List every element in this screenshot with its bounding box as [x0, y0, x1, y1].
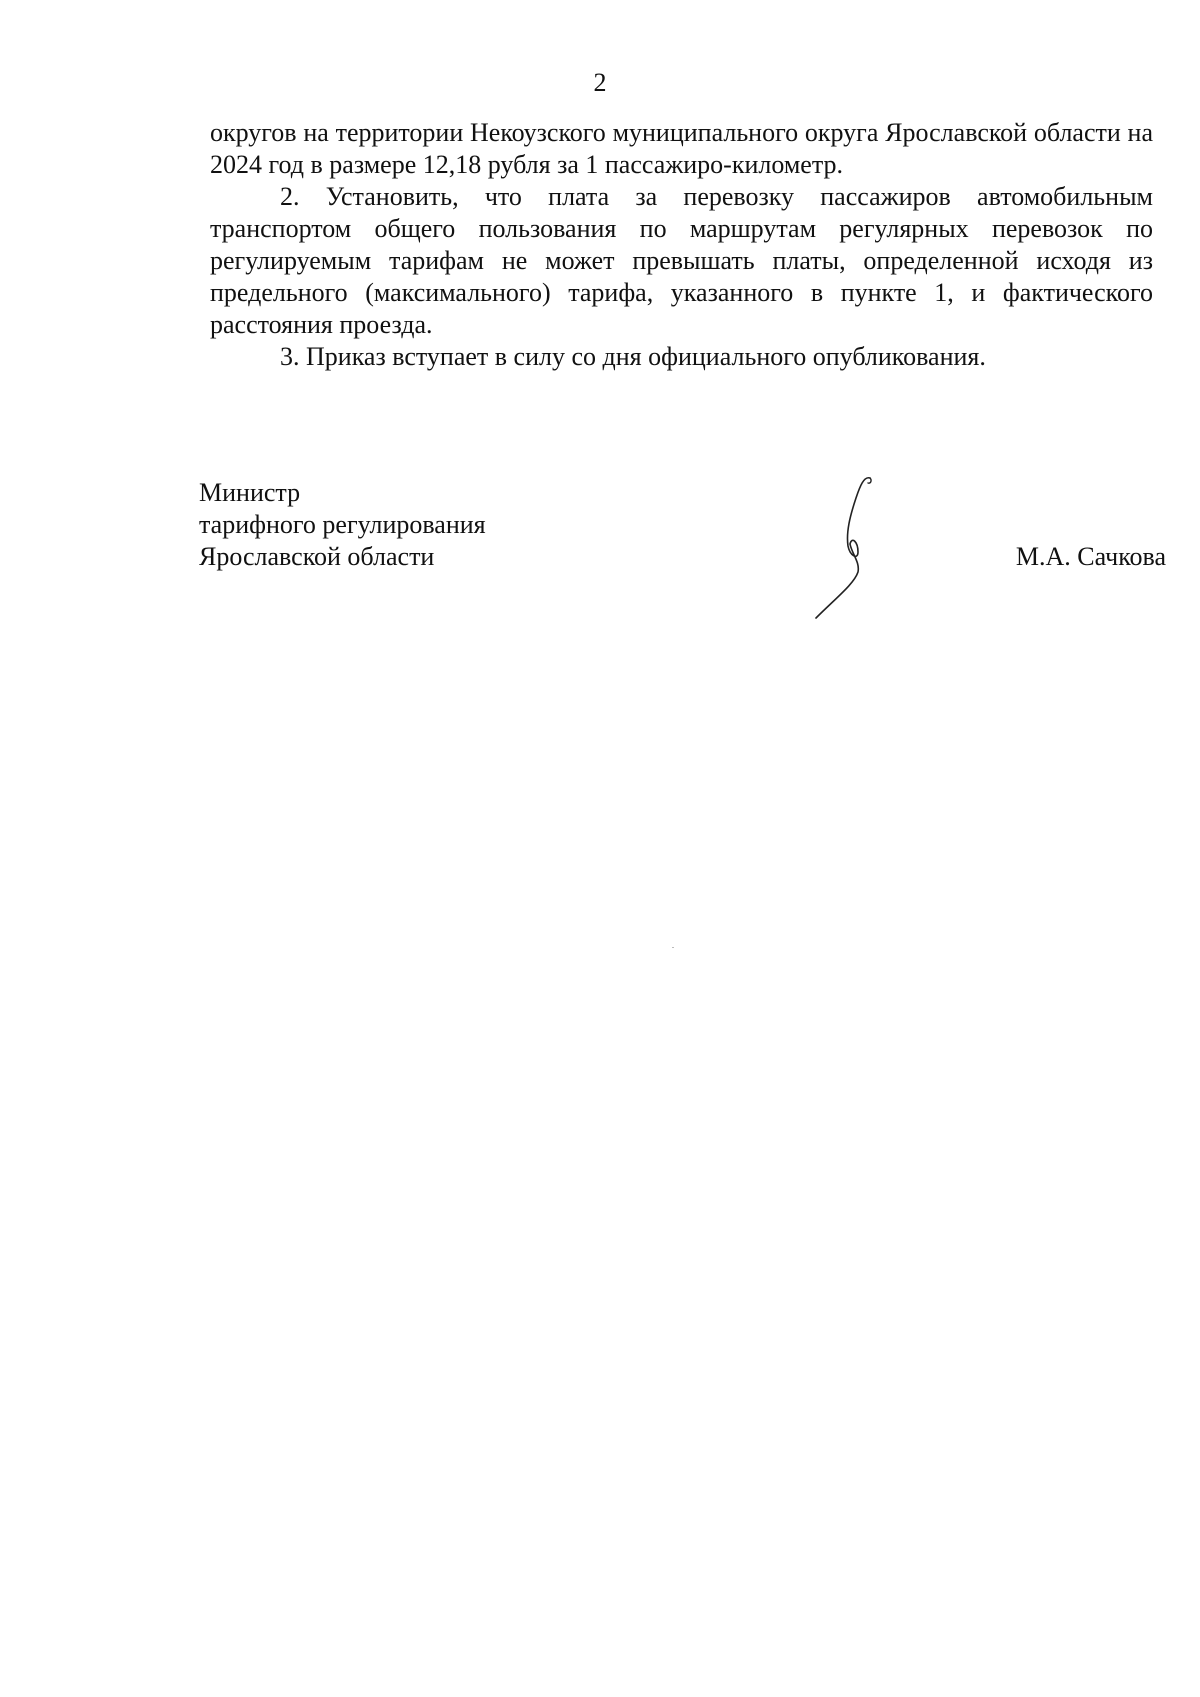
signatory-title-line-3: Ярославской области	[199, 542, 435, 571]
page-number: 2	[593, 68, 607, 97]
signatory-title	[199, 477, 486, 573]
signatory-title-line-1: Министр	[199, 478, 301, 507]
paragraph-item-2: 2. Установить, что плата за перевозку пассажиров автомобильным транспортом общего пользования по маршрутам регулярных перевозок по регулируемым тарифам не может превышать платы, определенной исходя из предельного (максимального) тарифа, указанного в пункте 1, и фактического расстояния проезда.	[210, 182, 1153, 339]
handwritten-signature	[800, 470, 900, 620]
scan-artifact	[672, 947, 674, 948]
paragraph-item-3: 3. Приказ вступает в силу со дня официального опубликования.	[280, 342, 986, 371]
signatory-name: М.А. Сачкова	[1015, 542, 1166, 571]
document-body	[210, 117, 1153, 373]
paragraph-continuation: округов на территории Некоузского муниципального округа Ярославской области на 2024 год в размере 12,18 рубля за 1 пассажиро-километр.	[210, 118, 1153, 179]
signatory-title-line-2: тарифного регулирования	[199, 510, 486, 539]
